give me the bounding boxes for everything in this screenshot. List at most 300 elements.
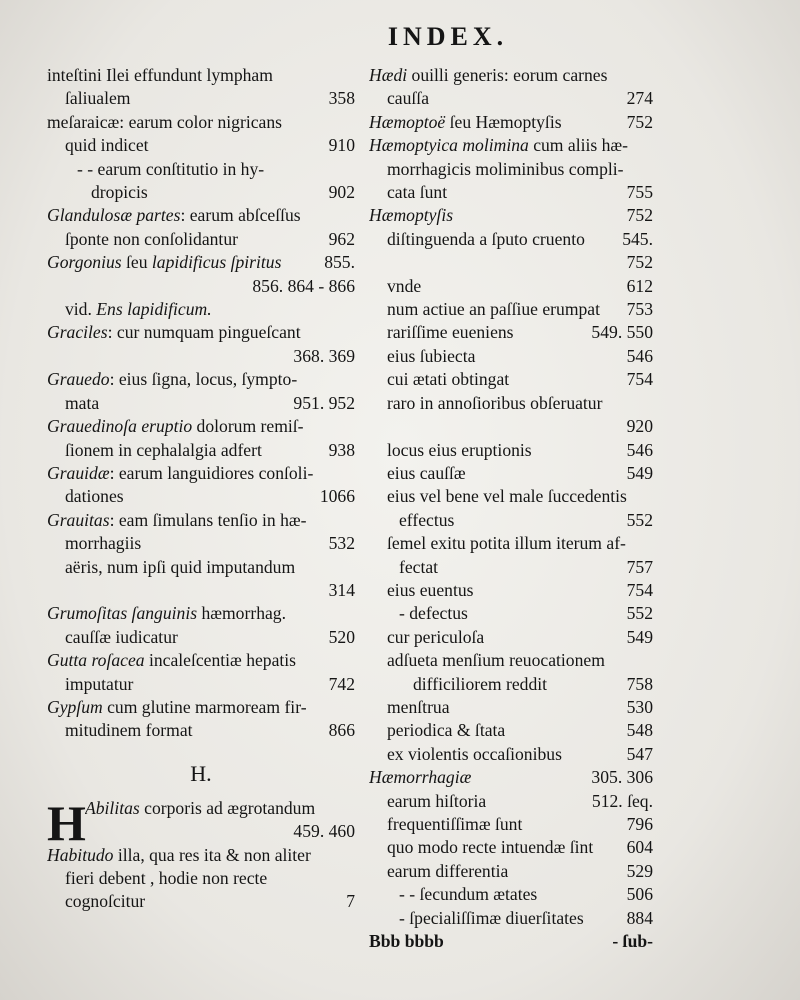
entry-segment: ſemel exitu potita illum iterum af-	[387, 533, 626, 554]
index-entry	[47, 556, 355, 579]
entry-segment: - - ſecundum ætates	[399, 884, 538, 905]
entry-segment: - - earum conſtitutio in hy-	[77, 158, 265, 179]
page-ref: 314	[328, 579, 355, 600]
entry-segment: dolorum remiſ-	[192, 416, 304, 437]
index-entry	[369, 158, 653, 181]
dropcap: H	[47, 794, 86, 851]
page-ref: 512. ſeq.	[591, 790, 653, 811]
entry-segment: hæmorrhag.	[197, 603, 286, 624]
index-entry	[47, 111, 355, 134]
entry-text	[369, 790, 588, 813]
entry-headword: Gypſum	[47, 696, 103, 717]
index-entry	[47, 719, 355, 742]
entry-segment: periodica & ſtata	[387, 720, 506, 741]
entry-text	[47, 298, 351, 321]
entry-text	[369, 649, 649, 672]
entry-headword: Glandulosæ partes	[47, 205, 181, 226]
entry-headword: Gorgonius	[47, 252, 122, 273]
entry-segment: earum hiſtoria	[387, 790, 487, 811]
entry-segment: diſtinguenda a ſputo cruento	[387, 228, 585, 249]
entry-text	[369, 392, 649, 415]
entry-text	[47, 509, 351, 532]
entry-text	[47, 696, 351, 719]
entry-text	[369, 485, 649, 508]
index-entry	[85, 820, 355, 843]
entry-text	[47, 867, 351, 890]
page-ref: 7	[346, 891, 355, 912]
entry-segment: cata ſunt	[387, 182, 448, 203]
index-entry	[369, 392, 653, 415]
page-ref	[351, 844, 355, 867]
entry-segment: : earum languidiores conſoli-	[109, 462, 314, 483]
page-ref	[351, 556, 355, 579]
index-entry	[47, 462, 355, 485]
index-entry	[47, 181, 355, 204]
page-ref: 753	[626, 299, 653, 320]
index-entry	[369, 134, 653, 157]
entry-text	[369, 204, 623, 227]
index-entry	[47, 439, 355, 462]
page-ref: 796	[626, 814, 653, 834]
entry-segment: cur periculoſa	[387, 626, 485, 647]
entry-text	[369, 251, 623, 274]
entry-segment: - ſpecialiſſimæ diuerſitates	[399, 907, 584, 928]
index-entry	[47, 626, 355, 649]
page-ref: 506	[626, 884, 653, 905]
entry-segment: adſueta menſium reuocationem	[387, 650, 605, 671]
entry-segment: ouilli generis: eorum carnes	[407, 65, 608, 85]
index-entry	[369, 204, 653, 227]
index-entry	[369, 790, 653, 813]
entry-headword: Hæmoptoë	[369, 111, 446, 132]
page-ref	[351, 797, 355, 820]
page-ref: 549. 550	[591, 322, 653, 343]
entry-text	[369, 298, 623, 321]
entry-segment: cauſſæ iudicatur	[65, 626, 178, 647]
page-ref	[649, 158, 653, 181]
index-entry	[47, 204, 355, 227]
index-entry	[369, 462, 653, 485]
index-entry	[369, 415, 653, 438]
page-ref: 755	[626, 182, 653, 203]
page-ref: 530	[626, 696, 653, 717]
index-entry	[47, 890, 355, 913]
index-entry	[369, 743, 653, 766]
entry-text	[47, 649, 351, 672]
page-ref	[351, 867, 355, 890]
index-entry	[369, 532, 653, 555]
entry-text	[369, 860, 623, 883]
index-entry	[369, 439, 653, 462]
page-ref: 274	[626, 88, 653, 109]
index-entry	[369, 556, 653, 579]
page-ref: 358	[328, 88, 355, 109]
page-ref: 552	[626, 509, 653, 530]
index-entry	[369, 602, 653, 625]
index-entry	[369, 485, 653, 508]
entry-segment: imputatur	[65, 673, 134, 694]
entry-segment: : eius ſigna, locus, ſympto-	[109, 369, 298, 390]
page-ref	[649, 134, 653, 157]
entry-headword: Hæmoptyſis	[369, 205, 454, 226]
entry-text	[369, 111, 623, 134]
entry-text	[369, 602, 623, 625]
page-title: INDEX.	[387, 22, 509, 51]
index-entry	[369, 719, 653, 742]
index-entry	[47, 275, 355, 298]
entry-segment: mitudinem format	[65, 720, 193, 741]
page-ref: 742	[328, 673, 355, 694]
entry-text	[47, 64, 351, 87]
entry-segment: quid indicet	[65, 135, 149, 156]
entry-text	[369, 907, 623, 930]
entry-segment: illa, qua res ita & non aliter	[113, 844, 311, 865]
entry-text	[47, 228, 325, 251]
page-ref: 962	[328, 228, 355, 249]
entry-text	[47, 439, 325, 462]
page-ref: 856. 864 - 866	[252, 275, 355, 296]
entry-text	[369, 87, 623, 110]
entry-headword: Abilitas	[85, 797, 140, 818]
catchword: - ſub-	[612, 931, 653, 952]
entry-text	[369, 766, 587, 789]
page-ref	[649, 532, 653, 555]
index-entry	[47, 696, 355, 719]
index-entry	[369, 321, 653, 344]
index-entry	[47, 298, 355, 321]
index-entry	[369, 813, 653, 836]
page-ref	[351, 321, 355, 344]
entry-segment: cum glutine marmoream fir-	[102, 696, 307, 717]
entry-headword: Graciles	[47, 322, 108, 343]
entry-segment: inteſtini Ilei effundunt lympham	[47, 65, 273, 85]
left-entries	[47, 64, 355, 743]
entry-text	[47, 462, 351, 485]
index-entry	[369, 907, 653, 930]
entry-text	[85, 820, 289, 843]
entry-headword: Hædi	[369, 65, 408, 85]
section-letter: H.	[190, 760, 212, 786]
entry-headword: Grumoſitas ſanguinis	[47, 603, 198, 624]
entry-text	[369, 696, 623, 719]
entry-text	[47, 158, 351, 181]
entry-text	[85, 797, 351, 820]
page-ref	[351, 158, 355, 181]
page-ref	[351, 204, 355, 227]
entry-segment: rariſſime eueniens	[387, 322, 514, 343]
entry-segment: dropicis	[91, 182, 148, 203]
dropcap-entries	[47, 797, 355, 844]
entry-segment: ſaliualem	[65, 88, 131, 109]
dropcap-block	[47, 794, 355, 851]
page-ref: 1066	[319, 486, 355, 507]
entry-text	[47, 556, 351, 579]
entry-text	[47, 345, 289, 368]
page-ref	[351, 602, 355, 625]
index-entry	[369, 181, 653, 204]
page-ref	[351, 649, 355, 672]
entry-text	[47, 415, 351, 438]
entry-text	[369, 134, 649, 157]
index-entry	[47, 158, 355, 181]
entry-text	[369, 813, 623, 836]
index-entry	[47, 673, 355, 696]
entry-segment: aëris, num ipſi quid imputandum	[65, 556, 296, 577]
entry-text	[369, 415, 623, 438]
entry-text	[47, 321, 351, 344]
index-entry	[47, 509, 355, 532]
entry-text	[47, 626, 325, 649]
page-ref: 920	[626, 416, 653, 437]
index-entry	[47, 251, 355, 274]
page-ref: 884	[626, 907, 653, 928]
entry-text	[369, 321, 587, 344]
page-ref	[351, 111, 355, 134]
page-ref: 757	[626, 556, 653, 577]
index-entry	[369, 87, 653, 110]
entry-segment: cauſſa	[387, 88, 429, 109]
index-entry	[47, 345, 355, 368]
page-ref: 305. 306	[591, 767, 653, 788]
index-entry	[47, 368, 355, 391]
entry-segment: eius euentus	[387, 579, 474, 600]
page-ref: 546	[626, 345, 653, 366]
entry-text	[47, 392, 289, 415]
index-entry	[369, 696, 653, 719]
entry-segment: dationes	[65, 486, 124, 507]
index-entry	[47, 485, 355, 508]
entry-segment: cum aliis hæ-	[528, 135, 628, 156]
entry-segment: ſeu Hæmoptyſis	[445, 111, 562, 132]
index-entry	[47, 649, 355, 672]
entry-headword: lapidificus ſpiritus	[151, 252, 282, 273]
page-ref	[351, 298, 355, 321]
entry-segment: fieri debent , hodie non recte	[65, 868, 268, 888]
index-entry	[369, 368, 653, 391]
entry-text	[369, 368, 623, 391]
entry-segment: vnde	[387, 275, 422, 296]
page-ref: 938	[328, 439, 355, 460]
entry-segment: morrhagicis moliminibus compli-	[387, 158, 624, 179]
entry-headword: Gutta roſacea	[47, 650, 145, 671]
page-ref: 548	[626, 720, 653, 741]
entry-text	[369, 345, 623, 368]
page-ref	[351, 696, 355, 719]
entry-segment: fectat	[399, 556, 439, 577]
entry-segment: : eam ſimulans tenſio in hæ-	[109, 509, 307, 530]
entry-segment: meſaraicæ: earum color nigricans	[47, 111, 282, 132]
entry-segment: eius cauſſæ	[387, 462, 466, 483]
index-entry	[47, 134, 355, 157]
entry-segment: eius ſubiecta	[387, 345, 476, 366]
entry-headword: Grauitas	[47, 509, 110, 530]
index-entry	[47, 321, 355, 344]
entry-text	[47, 844, 351, 867]
page-ref: 520	[328, 626, 355, 647]
index-entry	[369, 673, 653, 696]
page-ref: 754	[626, 579, 653, 600]
page-ref: 549	[626, 462, 653, 483]
entry-text	[369, 579, 623, 602]
entry-text	[47, 275, 248, 298]
tail-entries	[47, 844, 355, 914]
entry-segment: earum differentia	[387, 860, 509, 881]
index-entry	[47, 64, 355, 87]
page-ref	[351, 64, 355, 87]
entry-text	[369, 509, 623, 532]
entry-segment: - defectus	[399, 603, 468, 624]
page-ref: 866	[328, 720, 355, 741]
entry-headword: Hæmorrhagiæ	[369, 767, 472, 788]
entry-text	[47, 368, 351, 391]
entry-segment: mata	[65, 392, 100, 413]
entry-text	[47, 532, 325, 555]
index-entry	[369, 649, 653, 672]
entry-text	[369, 673, 623, 696]
entry-text	[47, 602, 351, 625]
page-ref: 546	[626, 439, 653, 460]
entry-segment: cui ætati obtingat	[387, 369, 510, 390]
entry-text	[47, 87, 325, 110]
entry-segment: frequentiſſimæ ſunt	[387, 814, 523, 834]
page-ref: 902	[328, 182, 355, 203]
entry-text	[369, 743, 623, 766]
left-column	[47, 64, 355, 914]
entry-headword: Hæmoptyica molimina	[369, 135, 529, 156]
page-ref: 552	[626, 603, 653, 624]
page-ref	[351, 415, 355, 438]
page-ref: 758	[626, 673, 653, 694]
entry-text	[369, 532, 649, 555]
index-entry	[369, 275, 653, 298]
entry-text	[47, 251, 320, 274]
entry-text	[369, 883, 623, 906]
entry-segment: quo modo recte intuendæ ſint	[387, 837, 594, 858]
entry-text	[47, 673, 325, 696]
entry-segment: morrhagiis	[65, 533, 142, 554]
entry-segment: effectus	[399, 509, 455, 530]
index-entry	[369, 251, 653, 274]
entry-text	[369, 836, 623, 859]
page-ref	[351, 462, 355, 485]
entry-text	[369, 719, 623, 742]
index-entry	[369, 836, 653, 859]
entry-text	[369, 462, 623, 485]
entry-segment: incaleſcentiæ hepatis	[144, 650, 297, 671]
entry-text	[369, 64, 649, 87]
entry-segment: num actiue an paſſiue erumpat	[387, 299, 600, 320]
page-ref	[649, 392, 653, 415]
page-ref: 951. 952	[293, 392, 355, 413]
index-entry	[47, 228, 355, 251]
page-ref: 752	[626, 111, 653, 132]
entry-text	[369, 626, 623, 649]
entry-text	[47, 719, 325, 742]
index-entry	[47, 844, 355, 867]
page-ref: 612	[626, 275, 653, 296]
page-header	[0, 22, 800, 52]
index-entry	[369, 345, 653, 368]
index-entry	[47, 392, 355, 415]
entry-segment: : cur numquam pingueſcant	[107, 322, 301, 343]
entry-segment: ſponte non conſolidantur	[65, 228, 238, 249]
page-ref	[649, 649, 653, 672]
entry-text	[369, 158, 649, 181]
entry-text	[47, 579, 325, 602]
entry-segment: ſionem in cephalalgia adfert	[65, 439, 262, 460]
index-entry	[369, 64, 653, 87]
entry-text	[369, 556, 623, 579]
page-ref: 549	[626, 626, 653, 647]
entry-text	[369, 228, 618, 251]
entry-text	[47, 111, 351, 134]
entry-text	[47, 485, 316, 508]
page-ref: 545.	[622, 228, 653, 249]
entry-segment: difficiliorem reddit	[413, 673, 548, 694]
entry-text	[369, 275, 623, 298]
index-entry	[85, 797, 355, 820]
page-ref: 532	[328, 533, 355, 554]
right-entries	[369, 64, 653, 930]
page-ref: 459. 460	[293, 821, 355, 842]
page-ref: 910	[328, 135, 355, 156]
entry-headword: Grauedinoſa eruptio	[47, 416, 193, 437]
entry-segment: cognoſcitur	[65, 891, 146, 912]
index-entry	[369, 766, 653, 789]
index-entry	[369, 509, 653, 532]
entry-text	[47, 890, 342, 913]
index-entry	[369, 860, 653, 883]
entry-segment: vid.	[65, 299, 97, 320]
entry-text	[369, 439, 623, 462]
page-ref: 754	[626, 369, 653, 390]
index-entry	[369, 883, 653, 906]
index-entry	[47, 87, 355, 110]
page-ref	[351, 368, 355, 391]
entry-headword: Habitudo	[47, 844, 114, 865]
index-entry	[369, 228, 653, 251]
entry-text	[369, 181, 623, 204]
entry-segment: locus eius eruptionis	[387, 439, 532, 460]
right-column	[369, 64, 653, 953]
entry-segment: raro in annoſioribus obſeruatur	[387, 392, 603, 413]
index-entry	[47, 415, 355, 438]
page-ref: 547	[626, 743, 653, 764]
entry-segment: corporis ad ægrotandum	[139, 797, 316, 818]
entry-segment: eius vel bene vel male ſuccedentis	[387, 486, 627, 507]
page-ref: 752	[626, 205, 653, 226]
entry-text	[47, 134, 325, 157]
entry-text	[47, 204, 351, 227]
signature-mark: Bbb bbbb	[369, 931, 444, 952]
page-ref	[649, 64, 653, 87]
signature-line	[369, 930, 653, 953]
page-ref: 604	[626, 837, 653, 858]
page-ref: 752	[626, 252, 653, 273]
page-ref	[649, 485, 653, 508]
index-entry	[369, 626, 653, 649]
entry-headword: Grauidæ	[47, 462, 110, 483]
index-entry	[47, 579, 355, 602]
index-entry	[47, 867, 355, 890]
index-entry	[369, 298, 653, 321]
index-entry	[369, 111, 653, 134]
entry-headword: Grauedo	[47, 369, 110, 390]
index-entry	[369, 579, 653, 602]
index-entry	[47, 532, 355, 555]
entry-segment: ex violentis occaſionibus	[387, 743, 562, 764]
entry-headword: Ens lapidificum.	[96, 299, 212, 320]
